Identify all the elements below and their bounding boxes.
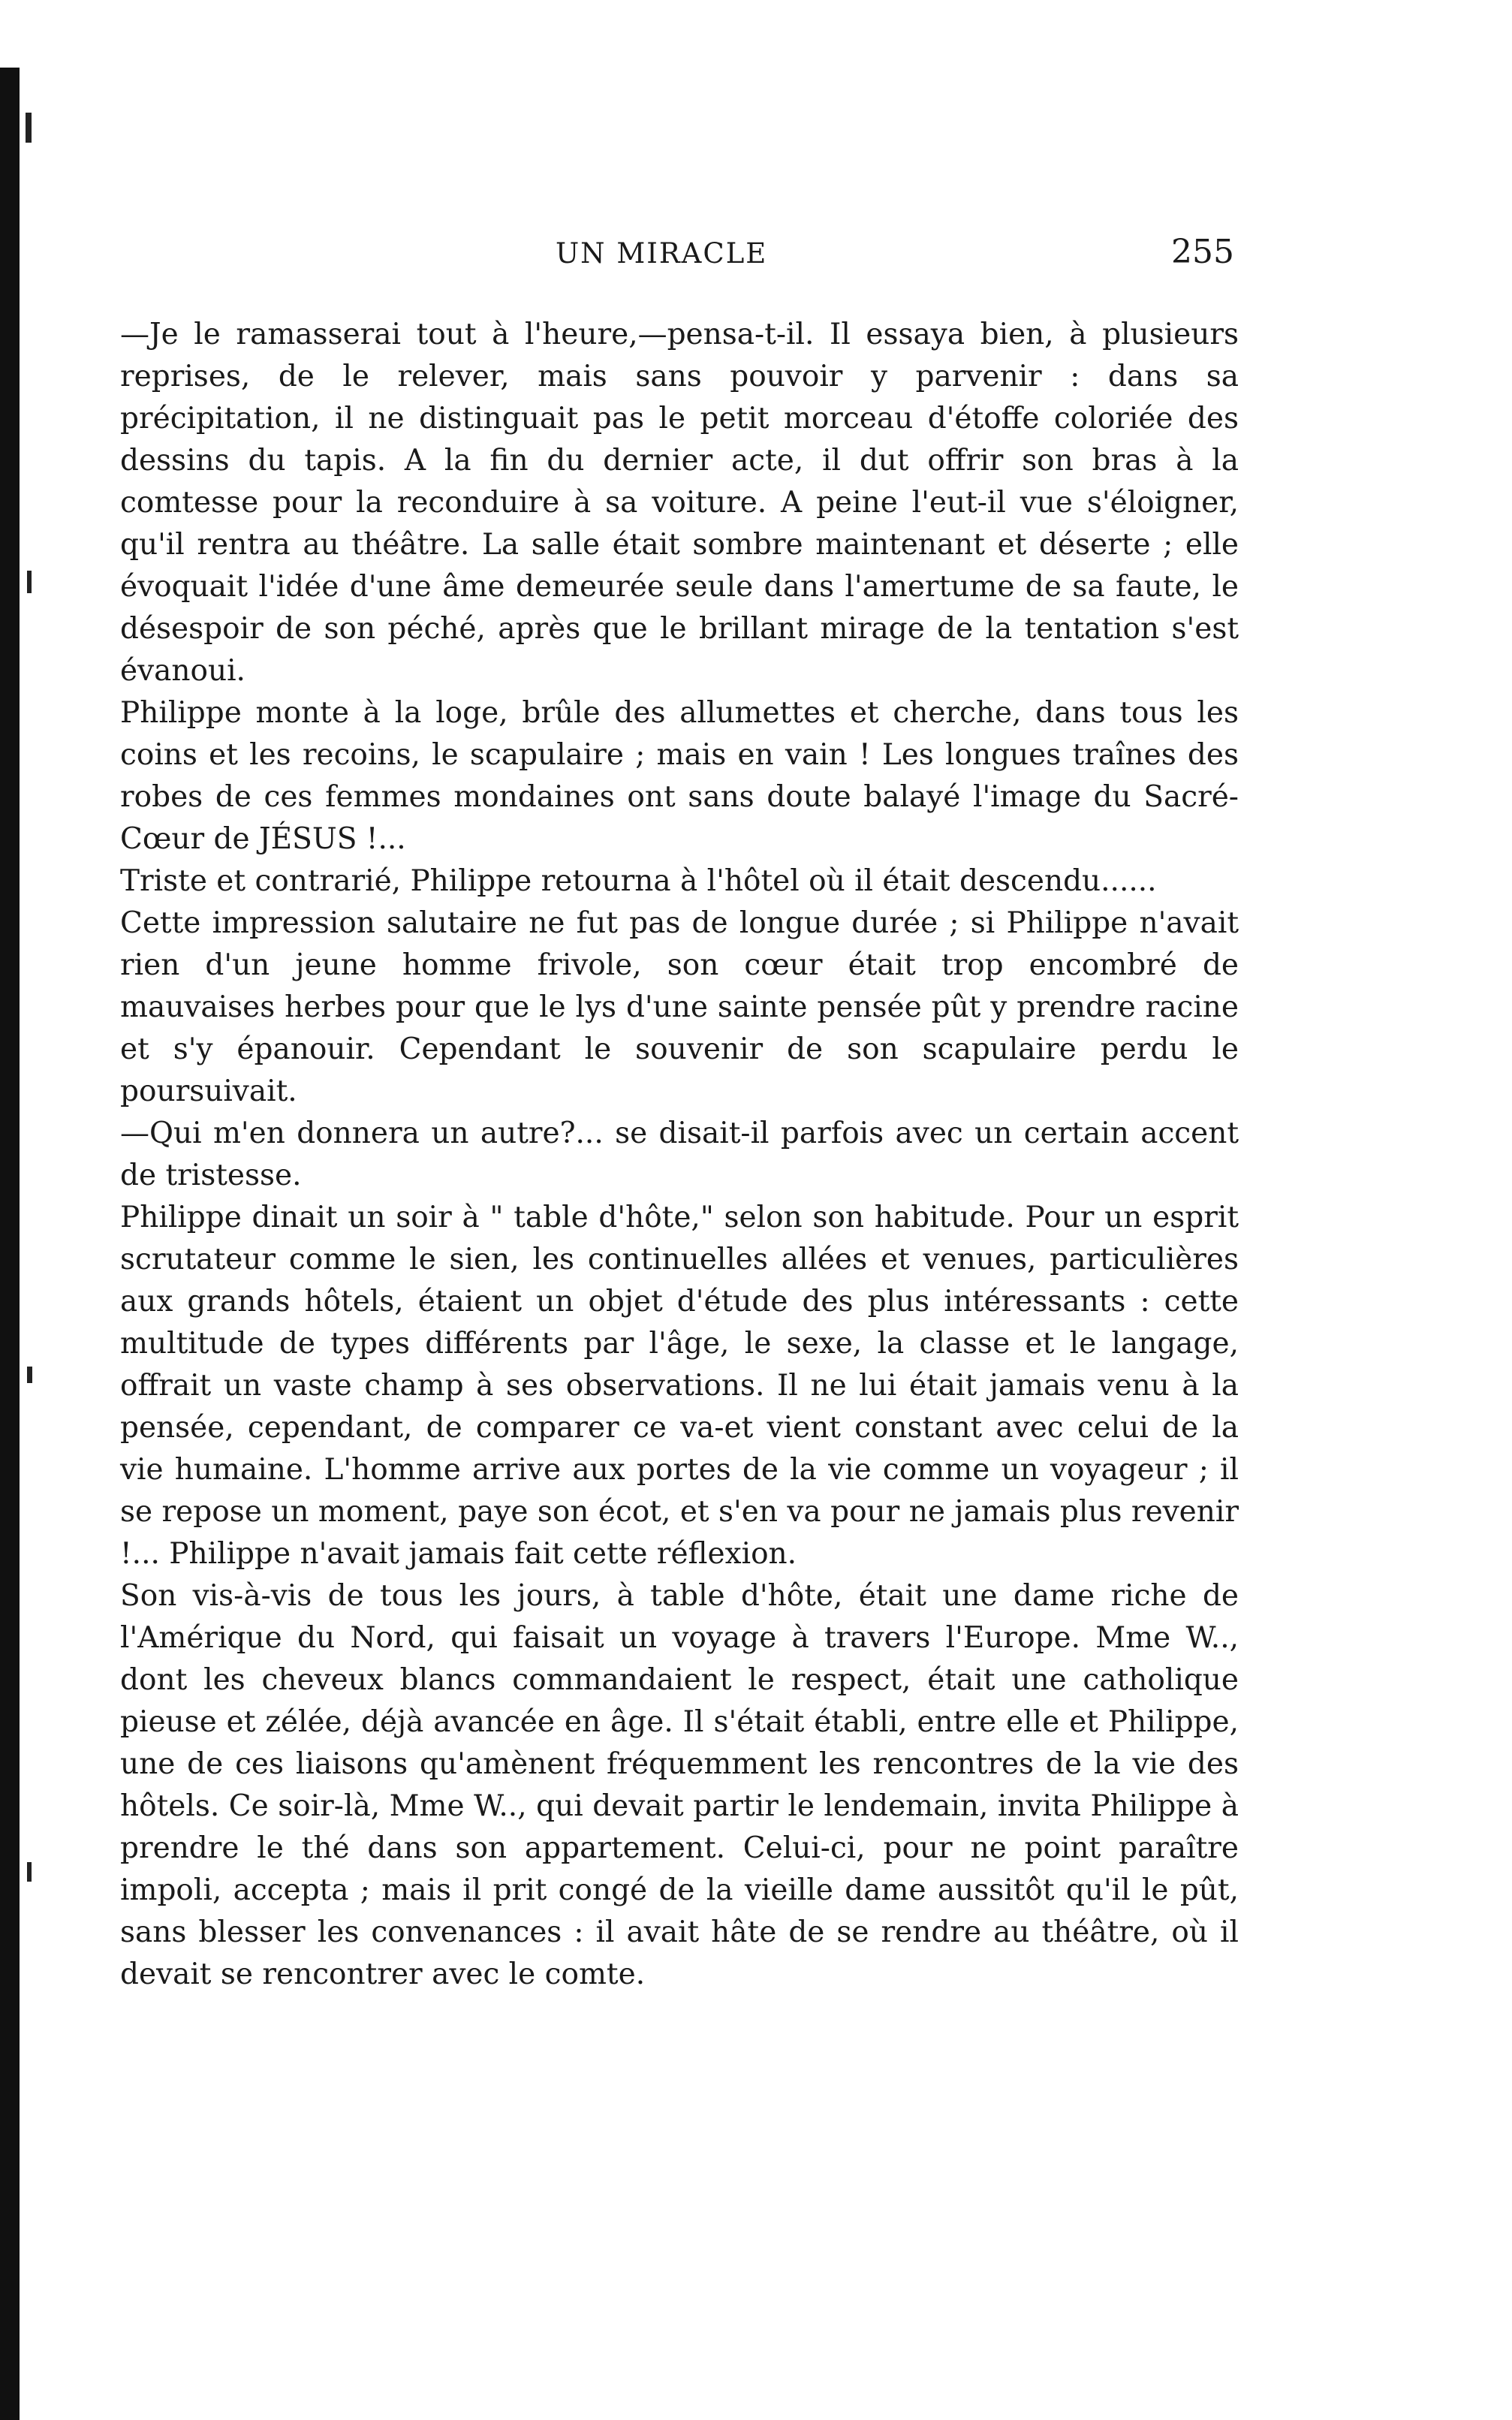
running-title: UN MIRACLE xyxy=(556,237,768,270)
paragraph: Philippe dinait un soir à " table d'hôte," selon son habitude. Pour un esprit scrutateur comme le sien, les continuelles allées et venues, particulières aux grands hôtels, étaient un objet d'étude des plus intéressants : cette multitude de types différents par l'âge, le sexe, la classe et le langage, offrait un vaste champ à ses observations. Il ne lui était jamais venu à la pensée, cependant, de comparer ce va-et vient constant avec celui de la vie humaine. L'homme arrive aux portes de la vie comme un voyageur ; il se repose un moment, paye son écot, et s'en va pour ne jamais plus revenir !... Philippe n'avait jamais fait cette réflexion. xyxy=(120,1201,1239,1571)
paragraph: —Qui m'en donnera un autre?... se disait-il parfois avec un certain accent de tristesse. xyxy=(120,1117,1239,1192)
paragraph: Philippe monte à la loge, brûle des allumettes et cherche, dans tous les coins et les recoins, le scapulaire ; mais en vain ! Les longues traînes des robes de ces femmes mondaines ont sans doute balayé l'image du Sacré-Cœur de JÉSUS !... xyxy=(120,696,1239,856)
scan-speck xyxy=(27,571,32,593)
paragraph: —Je le ramasserai tout à l'heure,—pensa-t-il. Il essaya bien, à plusieurs reprises, de le relever, mais sans pouvoir y parvenir : dans sa précipitation, il ne distinguait pas le petit morceau d'étoffe coloriée des dessins du tapis. A la fin du dernier acte, il dut offrir son bras à la comtesse pour la reconduire à sa voiture. A peine l'eut-il vue s'éloigner, qu'il rentra au théâtre. La salle était sombre maintenant et déserte ; elle évoquait l'idée d'une âme demeurée seule dans l'amertume de sa faute, le désespoir de son péché, après que le brillant mirage de la tentation s'est évanoui. xyxy=(120,318,1239,688)
scan-speck xyxy=(27,1367,32,1383)
scan-speck xyxy=(26,113,32,143)
running-head xyxy=(120,233,1239,278)
scan-speck xyxy=(27,1862,32,1882)
paragraph: Triste et contrarié, Philippe retourna à l'hôtel où il était descendu...... xyxy=(120,864,1157,898)
book-page xyxy=(120,233,1239,1996)
paragraph: Cette impression salutaire ne fut pas de longue durée ; si Philippe n'avait rien d'un jeune homme frivole, son cœur était trop encombré de mauvaises herbes pour que le lys d'une sainte pensée pût y prendre racine et s'y épanouir. Cependant le souvenir de son scapulaire perdu le poursuivait. xyxy=(120,906,1239,1108)
paragraph: Son vis-à-vis de tous les jours, à table d'hôte, était une dame riche de l'Amérique du Nord, qui faisait un voyage à travers l'Europe. Mme W.., dont les cheveux blancs commandaient le respect, était une catholique pieuse et zélée, déjà avancée en âge. Il s'était établi, entre elle et Philippe, une de ces liaisons qu'amènent fréquemment les rencontres de la vie des hôtels. Ce soir-là, Mme W.., qui devait partir le lendemain, invita Philippe à prendre le thé dans son appartement. Celui-ci, pour ne point paraître impoli, accepta ; mais il prit congé de la vieille dame aussitôt qu'il le pût, sans blesser les convenances : il avait hâte de se rendre au théâtre, où il devait se rencontrer avec le comte. xyxy=(120,1579,1239,1991)
page-binding-edge xyxy=(0,68,20,2420)
page-number: 255 xyxy=(1171,233,1234,271)
